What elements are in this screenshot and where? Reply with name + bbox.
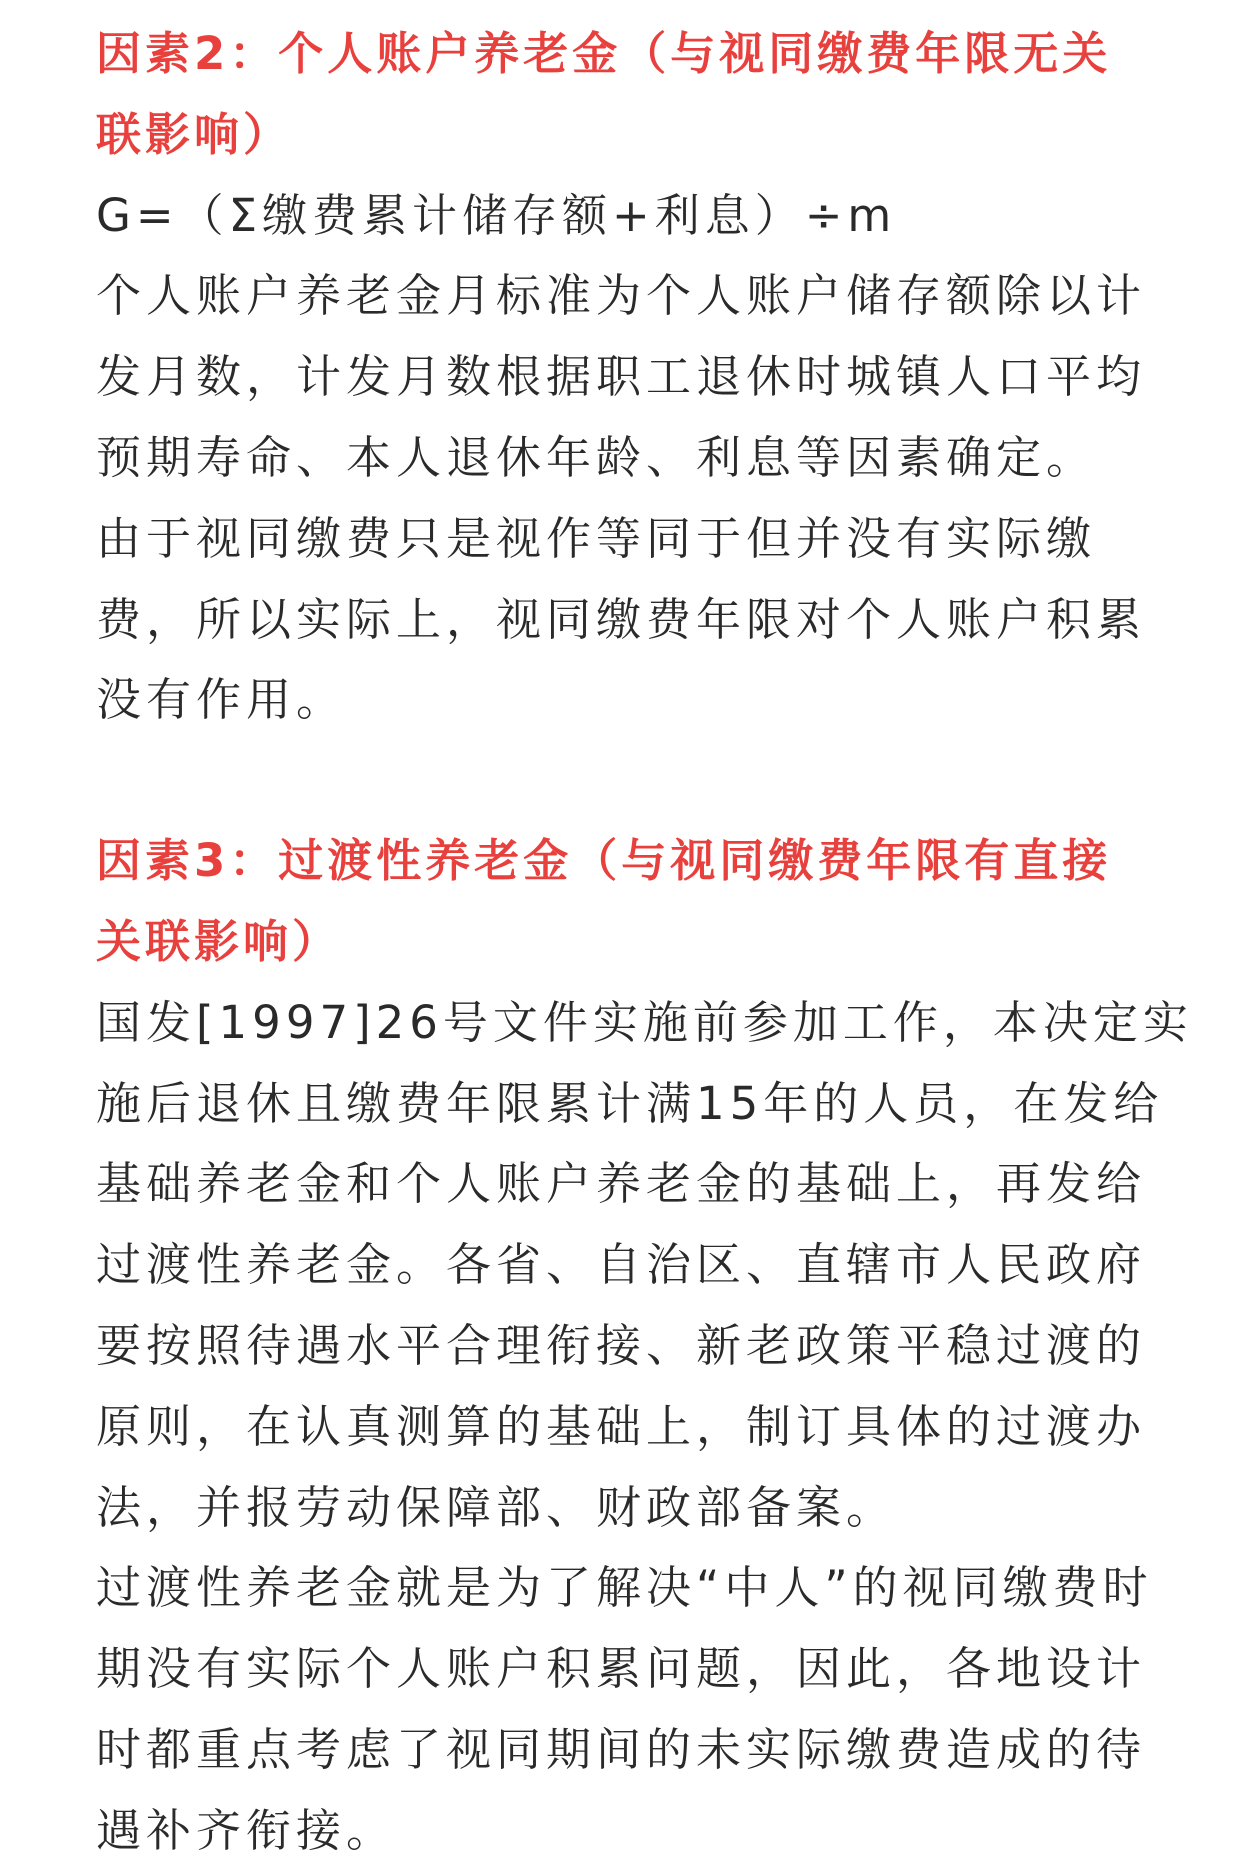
body-paragraph	[96, 499, 1146, 741]
paragraph-line: 原则，在认真测算的基础上，制订具体的过渡办	[96, 1399, 1147, 1453]
paragraph-line: 费，所以实际上，视同缴费年限对个人账户积累	[96, 592, 1147, 646]
section-heading	[96, 821, 1146, 983]
paragraph-line: 由于视同缴费只是视作等同于但并没有实际缴	[96, 511, 1097, 565]
paragraph-line: 国发[1997]26号文件实施前参加工作，本决定实	[96, 995, 1193, 1049]
section-heading	[96, 14, 1146, 176]
paragraph-line: 法，并报劳动保障部、财政部备案。	[96, 1480, 897, 1534]
paragraph-line: 基础养老金和个人账户养老金的基础上，再发给	[96, 1157, 1147, 1211]
paragraph-line: 过渡性养老金。各省、自治区、直辖市人民政府	[96, 1238, 1147, 1292]
section-factor-3	[96, 821, 1193, 1871]
paragraph-line: 个人账户养老金月标准为个人账户储存额除以计	[96, 269, 1147, 323]
formula-line: G=（Σ缴费累计储存额+利息）÷m	[96, 188, 897, 242]
paragraph-line: 没有作用。	[96, 673, 347, 727]
paragraph-line: 发月数，计发月数根据职工退休时城镇人口平均	[96, 350, 1147, 404]
section-factor-2	[96, 14, 1146, 741]
paragraph-line: 要按照待遇水平合理衔接、新老政策平稳过渡的	[96, 1318, 1147, 1372]
body-paragraph	[96, 256, 1146, 498]
paragraph-line: 过渡性养老金就是为了解决“中人”的视同缴费时	[96, 1561, 1153, 1615]
heading-line: 关联影响）	[96, 914, 342, 968]
article	[96, 14, 1193, 1872]
paragraph-line: 时都重点考虑了视同期间的未实际缴费造成的待	[96, 1722, 1147, 1776]
section-spacer	[96, 741, 1146, 821]
heading-line: 联影响）	[96, 107, 293, 161]
formula-paragraph	[96, 176, 1146, 257]
body-paragraph	[96, 1548, 1153, 1871]
body-paragraph	[96, 983, 1193, 1549]
paragraph-line: 预期寿命、本人退休年龄、利息等因素确定。	[96, 430, 1097, 484]
heading-line: 因素3：过渡性养老金（与视同缴费年限有直接	[96, 834, 1112, 888]
paragraph-line: 遇补齐衔接。	[96, 1803, 397, 1857]
paragraph-line: 施后退休且缴费年限累计满15年的人员，在发给	[96, 1076, 1164, 1130]
heading-line: 因素2：个人账户养老金（与视同缴费年限无关	[96, 27, 1112, 80]
paragraph-line: 期没有实际个人账户积累问题，因此，各地设计	[96, 1642, 1147, 1696]
